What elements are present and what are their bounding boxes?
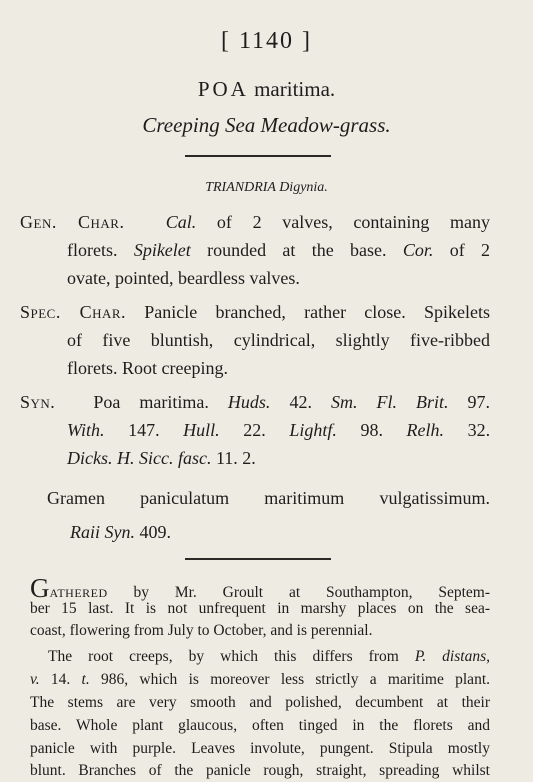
- gen-char-line-1: Gen. Char. Cal. of 2 valves, containing many: [20, 212, 490, 232]
- gen-char-line-3: ovate, pointed, beardless valves.: [67, 268, 300, 288]
- page-number: [ 1140 ]: [220, 28, 313, 54]
- classification: TRIANDRIA Digynia.: [205, 180, 328, 195]
- gen-char-line-2: florets. Spikelet rounded at the base. Cor. of 2: [67, 240, 490, 260]
- spec-char-line-3: florets. Root creeping.: [67, 358, 228, 378]
- syn-line-3: Dicks. H. Sicc. fasc. 11. 2.: [67, 448, 256, 468]
- syn-line-4: Gramen paniculatum maritimum vulgatissimum.: [47, 488, 490, 508]
- syn-line-5: Raii Syn. 409.: [70, 522, 171, 542]
- body-line-5: v. 14. t. 986, which is moreover less strictly a maritime plant.: [30, 671, 490, 688]
- common-name: Creeping Sea Meadow-grass.: [142, 113, 391, 137]
- spec-char-line-1: Spec. Char. Panicle branched, rather close. Spikelets: [20, 302, 490, 322]
- body-line-3: coast, flowering from July to October, and is perennial.: [30, 622, 373, 639]
- body-line-7: base. Whole plant glaucous, often tinged in the florets and: [30, 717, 490, 734]
- gen-char-label: Gen. Char.: [20, 212, 125, 232]
- body-line-4: The root creeps, by which this differs from P. distans,: [48, 648, 490, 665]
- drop-cap: G: [30, 573, 50, 603]
- body-line-2: ber 15 last. It is not unfrequent in marshy places on the sea-: [30, 600, 490, 617]
- spec-char-line-2: of five bluntish, cylindrical, slightly five-ribbed: [67, 330, 490, 350]
- syn-line-1: Syn. Poa maritima. Huds. 42. Sm. Fl. Brit. 97.: [20, 392, 490, 412]
- genus-name: POA: [197, 77, 249, 101]
- body-line-6: The stems are very smooth and polished, decumbent at their: [30, 694, 490, 711]
- species-title: [0, 77, 533, 102]
- divider-top: [185, 155, 331, 157]
- body-line-1: Gathered by Mr. Groult at Southampton, Septem-: [30, 573, 490, 603]
- divider-bottom: [185, 558, 331, 560]
- syn-label: Syn.: [20, 392, 56, 412]
- spec-char-label: Spec. Char.: [20, 302, 127, 322]
- body-line-9: blunt. Branches of the panicle rough, straight, spreading whilst: [30, 762, 490, 779]
- syn-line-2: With. 147. Hull. 22. Lightf. 98. Relh. 32.: [67, 420, 490, 440]
- body-line-8: panicle with purple. Leaves involute, pungent. Stipula mostly: [30, 740, 490, 757]
- species-epithet: maritima.: [254, 77, 336, 101]
